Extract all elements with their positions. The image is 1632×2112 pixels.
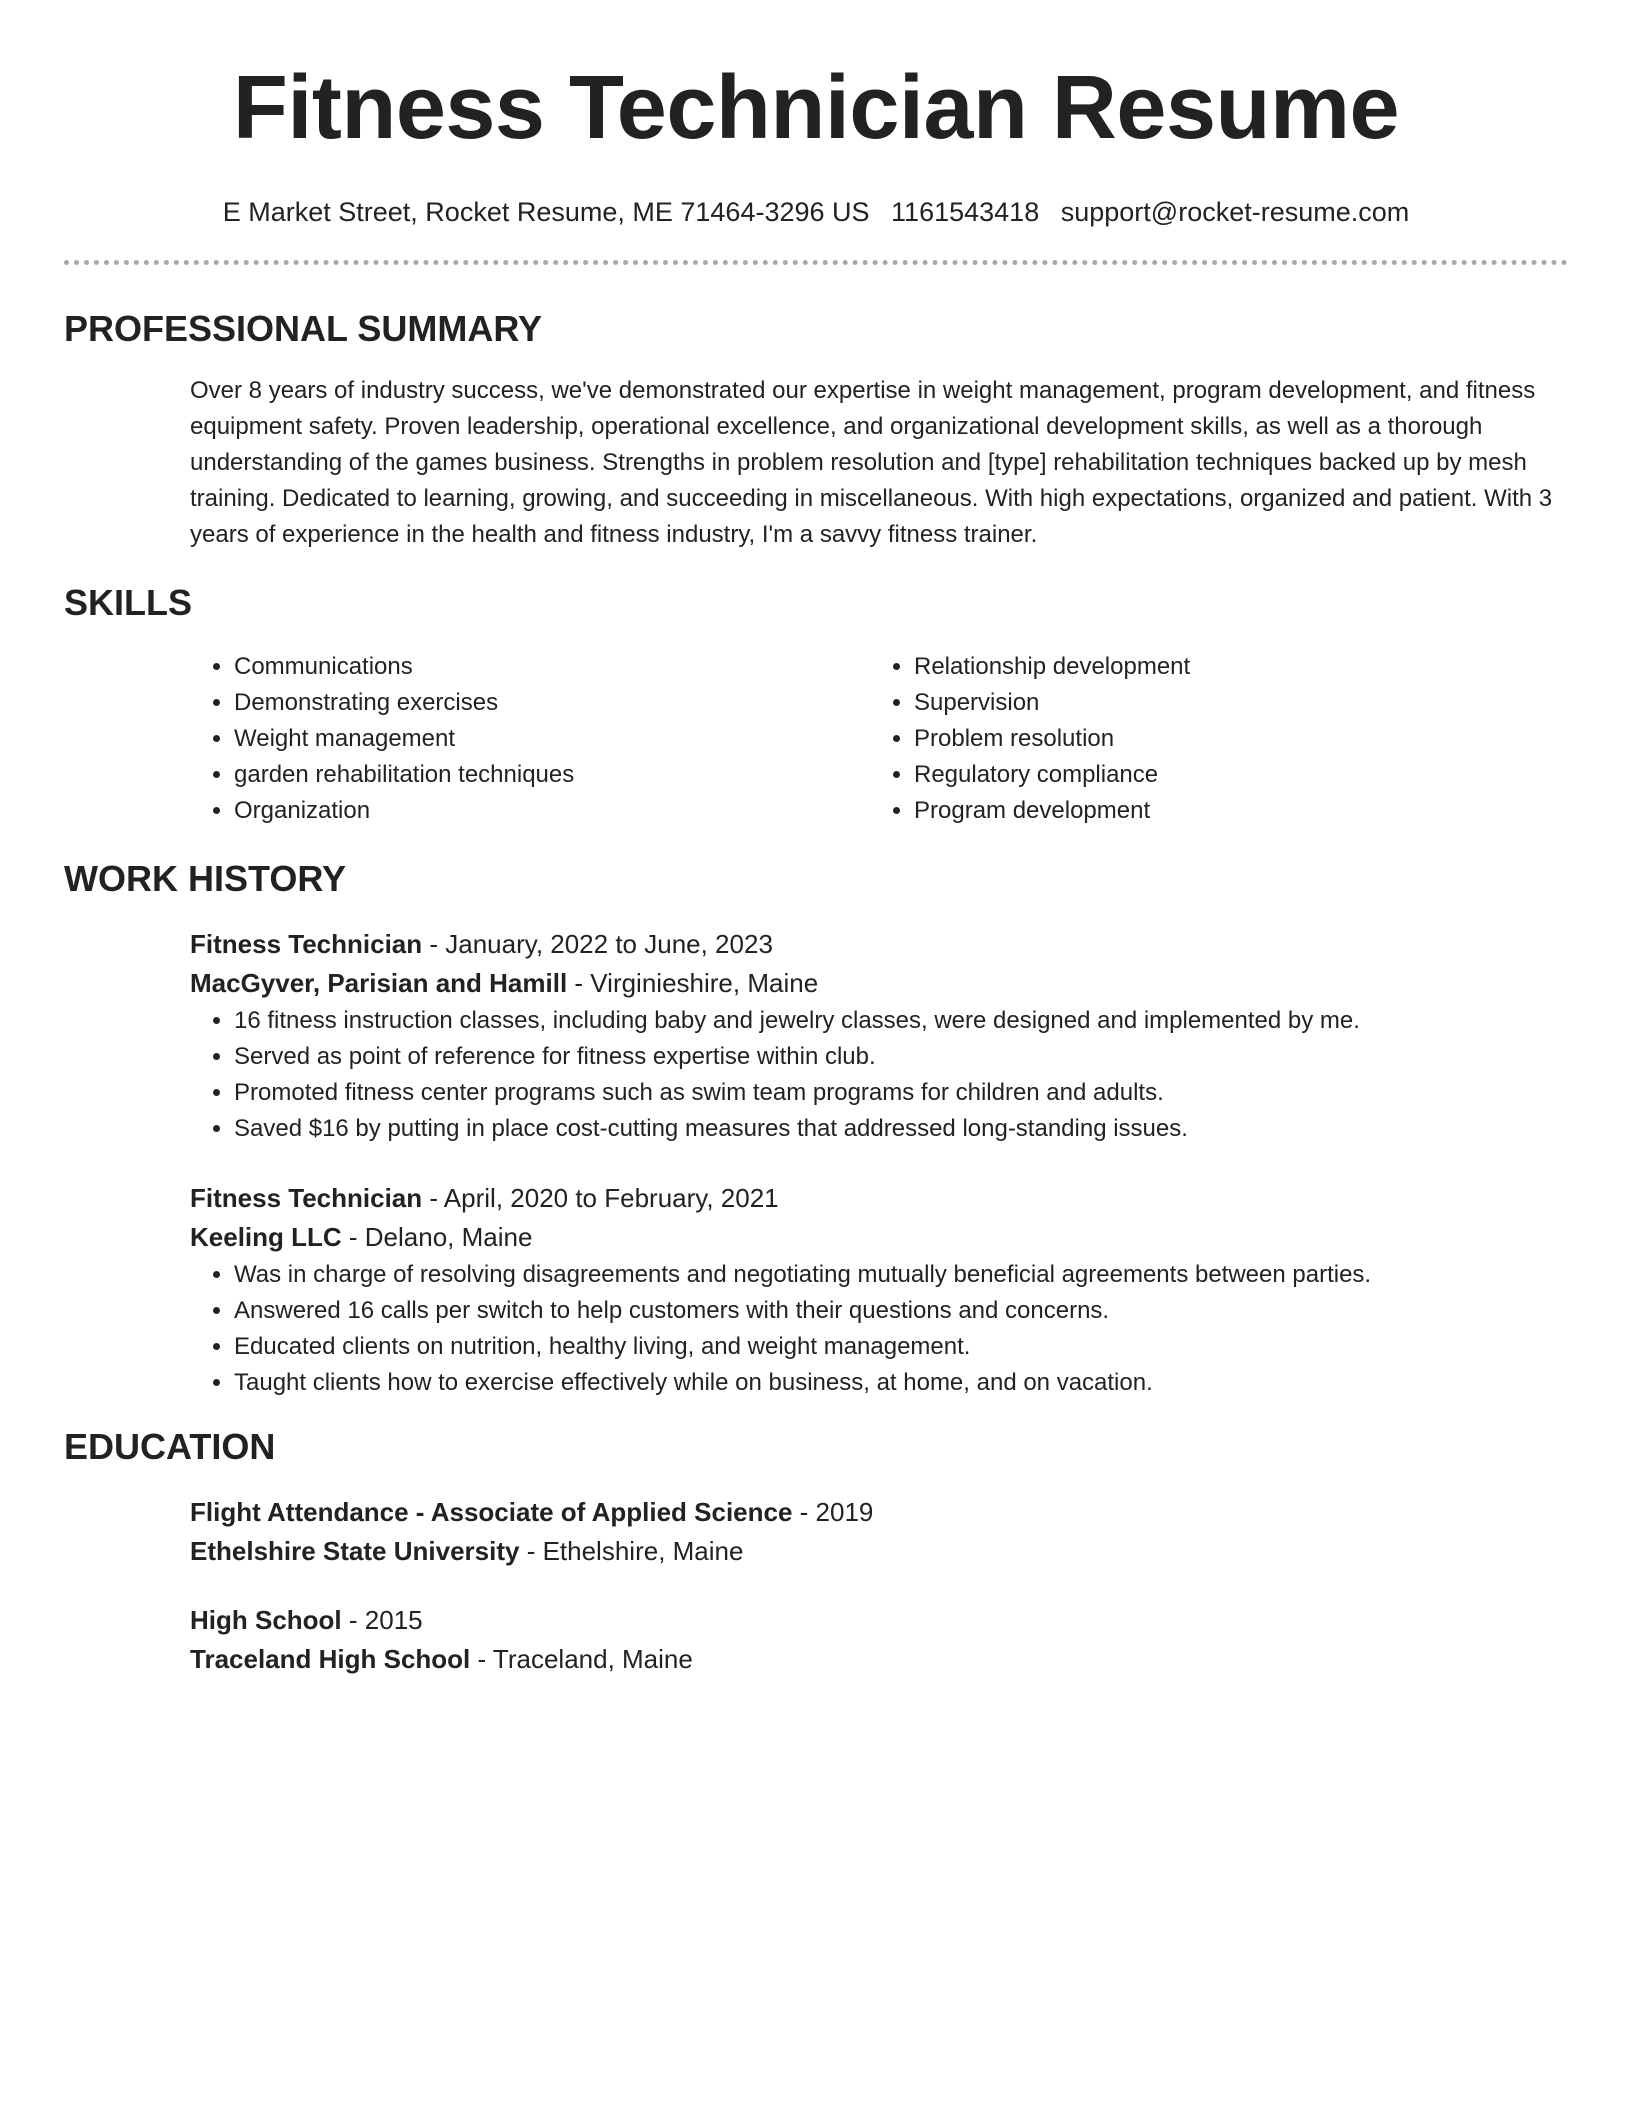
job-title: Fitness Technician [190, 1183, 423, 1213]
skills-heading: SKILLS [64, 582, 193, 623]
job-bullet: • Answered 16 calls per switch to help customers with their questions and concerns. [234, 1293, 1568, 1329]
contact-email: support@rocket-resume.com [1060, 197, 1410, 227]
job-company-line [190, 1218, 1568, 1257]
summary-heading: PROFESSIONAL SUMMARY [64, 308, 543, 349]
job-bullet: • Saved $16 by putting in place cost-cutting measures that addressed long-standing issues. [234, 1111, 1568, 1147]
job-company: MacGyver, Parisian and Hamill [190, 968, 568, 998]
education-entry [190, 1493, 1568, 1571]
education-location: - Traceland, Maine [470, 1644, 693, 1674]
education-school-line [190, 1640, 1568, 1679]
education-heading: EDUCATION [64, 1426, 276, 1467]
job-bullet: • 16 fitness instruction classes, including baby and jewelry classes, were designed and implemented by me. [234, 1003, 1568, 1039]
work-section [64, 857, 1568, 1401]
job-dates: - April, 2020 to February, 2021 [422, 1183, 779, 1213]
skill-item: • Program development [914, 793, 1568, 829]
education-school: Traceland High School [190, 1644, 471, 1674]
job-title-line [190, 925, 1568, 964]
job-bullet: • Served as point of reference for fitness expertise within club. [234, 1039, 1568, 1075]
education-year: - 2015 [341, 1605, 423, 1635]
skills-section [64, 581, 1568, 829]
skill-item: • Organization [234, 793, 870, 829]
skill-item: • Regulatory compliance [914, 757, 1568, 793]
summary-text: Over 8 years of industry success, we've demonstrated our expertise in weight management, program development, and fitness equipment safety. Proven leadership, operational excellence, and organizational development skills, as well as a thorough understanding of the games business. Strengths in problem resolution and [type] rehabilitation techniques backed up by mesh training. Dedicated to learning, growing, and succeeding in miscellaneous. With high expectations, organized and patient. With 3 years of experience in the health and fitness industry, I'm a savvy fitness trainer. [190, 377, 1553, 548]
job-company: Keeling LLC [190, 1222, 342, 1252]
job-dates: - January, 2022 to June, 2023 [422, 929, 773, 959]
header-divider [64, 260, 1568, 265]
contact-address: E Market Street, Rocket Resume, ME 71464-3296 US [222, 197, 870, 227]
job-title-line [190, 1179, 1568, 1218]
education-year: - 2019 [792, 1497, 874, 1527]
work-heading: WORK HISTORY [64, 858, 347, 899]
job-bullet: • Educated clients on nutrition, healthy living, and weight management. [234, 1329, 1568, 1365]
skills-list-right [870, 649, 1568, 829]
job-location: - Virginieshire, Maine [567, 968, 819, 998]
skill-item: • Supervision [914, 685, 1568, 721]
skill-item: • Weight management [234, 721, 870, 757]
education-school: Ethelshire State University [190, 1536, 520, 1566]
education-location: - Ethelshire, Maine [519, 1536, 744, 1566]
resume-title: Fitness Technician Resume [232, 58, 1400, 158]
job-entry [190, 1179, 1568, 1401]
skills-grid [190, 649, 1568, 829]
education-degree: High School [190, 1605, 342, 1635]
skill-item: • Relationship development [914, 649, 1568, 685]
contact-phone: 1161543418 [891, 197, 1040, 227]
education-school-line [190, 1532, 1568, 1571]
education-degree-line [190, 1601, 1568, 1640]
skill-item: • Problem resolution [914, 721, 1568, 757]
job-bullet: • Promoted fitness center programs such as swim team programs for children and adults. [234, 1075, 1568, 1111]
contact-line [64, 194, 1568, 230]
job-bullets [190, 1257, 1568, 1401]
job-bullet: • Taught clients how to exercise effectively while on business, at home, and on vacation. [234, 1365, 1568, 1401]
job-bullets [190, 1003, 1568, 1147]
education-degree: Flight Attendance - Associate of Applied Science [190, 1497, 793, 1527]
job-company-line [190, 964, 1568, 1003]
education-entry [190, 1601, 1568, 1679]
skills-list-left [190, 649, 870, 829]
job-bullet: • Was in charge of resolving disagreements and negotiating mutually beneficial agreements between parties. [234, 1257, 1568, 1293]
job-title: Fitness Technician [190, 929, 423, 959]
skill-item: • Communications [234, 649, 870, 685]
summary-section [64, 307, 1568, 553]
skill-item: • Demonstrating exercises [234, 685, 870, 721]
education-section [64, 1425, 1568, 1679]
job-location: - Delano, Maine [341, 1222, 533, 1252]
education-degree-line [190, 1493, 1568, 1532]
skill-item: • garden rehabilitation techniques [234, 757, 870, 793]
job-entry [190, 925, 1568, 1147]
